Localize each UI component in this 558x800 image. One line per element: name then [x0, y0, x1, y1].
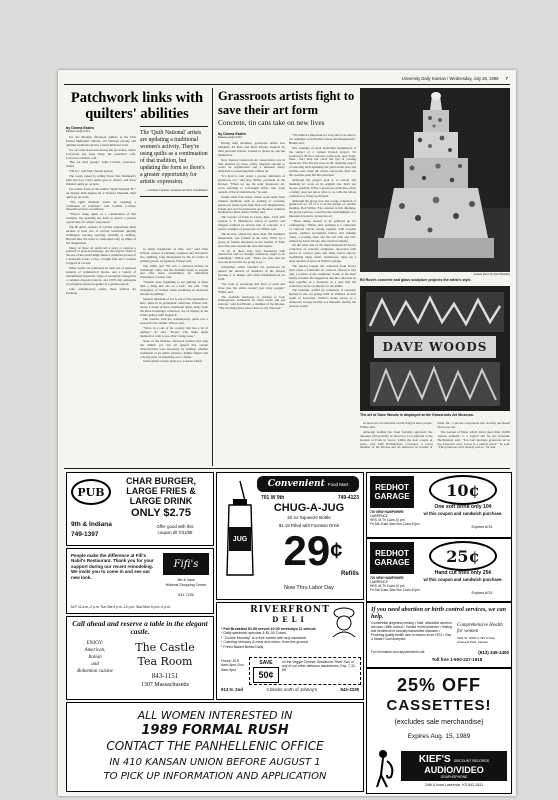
- fifis-location: 8th & Iowa: [177, 578, 195, 582]
- convenient-address: 701 W 9th: [261, 495, 285, 501]
- article-paragraph: "We think it's important for everyone to be able to see examples of individual vision and imagination," Blumb said.: [289, 134, 356, 145]
- riverfront-footer: [221, 687, 359, 692]
- riverfront-coupon: [249, 657, 361, 685]
- article-paragraph: "They're using quilts as a continuation of that tradition, but updating the form so there's a greater opportunity for artistic expression.": [66, 212, 136, 225]
- grassroots-byline: by Donna Eades: [218, 132, 246, 136]
- article-paragraph: The 80 quilts, winners of a juried competition, must include at least two of several traditional quilting techniques: piecing, layering, stitching or stuffing. Beyond that, the artist is constrained only by limits of her imagination.: [66, 225, 136, 245]
- ad-redhot-garage-fries: [366, 538, 512, 602]
- article-paragraph: None of the Monday afternoon quilters had seen the exhibit yet, but all agreed that certain characteristics were necessary for quilting, whether traditional or art quilts: patience, nimble fingers and a strong back for hunching over a frame.: [140, 338, 208, 359]
- article-paragraph: The rosary raised by selling Texas Star, Drunkard's Path and Log Cabin quilts goes to charity, and these finished quilts go on beds.: [66, 174, 136, 186]
- pub-line2: LARGE FRIES &: [126, 486, 196, 496]
- ad-formal-rush: [66, 702, 364, 792]
- castle-name1: The Castle: [135, 641, 195, 654]
- castle-name2: Tea Room: [137, 655, 193, 668]
- pub-phone: 749-1397: [71, 531, 99, 538]
- article-paragraph: Other works are traditional in their use of repeated patterns of symmetrical blocks, and a variety of untraditional materials: strips of newsprint arranged in a complex diagonal pattern, and 2,976 tiny pentagons of plexiglass pressed together in a garden pattern.: [66, 266, 136, 286]
- article-paragraph: The Garden of Eden, which draws more than 10,000 visitors annually, is a logical site for the museum, Hachmeister said. "You can't promote grassroots art in the Lawrence area. Lucas is a perfect place," he said. "The grassroots art it already sees is," he said.: [437, 429, 510, 450]
- article-paragraph: "Women were beginning to see quilting as more than a thing that sits on a bed," she said. "The resurgence of women artists paralleled an increased interest in quilting.": [140, 280, 208, 296]
- article-paragraph: Now Kansas Grassroots Art Association was in turn inspired by these artists. Inspired enough to create an organization and a museum solely dedicated to preserving their offbeat art.: [218, 157, 285, 174]
- convenient-price-cent: ¢: [330, 538, 343, 563]
- article-paragraph: The museum, staffed by volunteers, is currently housed in the old garage built in Vinland, located south of Lawrence. Wilber's home serves as a temporary storage facility as a museum. Ideally, the artwork would: [289, 288, 356, 309]
- redhot2-expires: Expires 8/31: [471, 591, 493, 595]
- grassroots-headline: Grassroots artists fight to save their art form: [218, 89, 355, 117]
- ad-riverfront-deli: [216, 602, 364, 700]
- riverfront-save-cents: 50¢: [253, 667, 279, 683]
- article-paragraph: The contrast with the contemporary quilts was a reason for the exhibit, Wilson said.: [140, 317, 208, 326]
- sign-text: DAVE WOODS: [382, 340, 488, 354]
- riverfront-item: * "Cookie Monday" is a free cookie with any sandwich: [221, 635, 307, 640]
- castle-headline: Call ahead and reserve a table in the elegant castle.: [72, 619, 208, 637]
- riverfront-blocks: 4 blocks north of Johnny's: [266, 687, 318, 692]
- article-paragraph: "The Quilt National artists are updating a continuum of tradition," said Cynthia Carlson, museum services coordinator.: [66, 199, 136, 212]
- castle-cuisine-2: and: [91, 662, 99, 667]
- riverfront-name: RIVERFRONT: [250, 605, 330, 615]
- riverfront-items: [221, 627, 325, 649]
- article-paragraph: "We're in a part of the country that has a lot of quilters," he said. "People who make quilts themselves want to see what's being done.": [140, 326, 208, 339]
- ad-castle-tea-room: [66, 616, 214, 700]
- redhot1-info: [370, 511, 430, 527]
- grassroots-body-2: [289, 134, 356, 309]
- patchwork-body: [66, 136, 136, 295]
- riverfront-address: 913 N. 2nd: [221, 687, 243, 692]
- redhot1-offer: One soft drink only 10¢: [434, 504, 492, 510]
- riverfront-save-text: on the Veggie Cheese, Bordalona, River Sub, or any of our other delicious sandwiches. Exp. 7-31-89: [282, 660, 357, 672]
- patchwork-column-1: [66, 136, 136, 464]
- fifis-text: People make the difference at Fifi's Nabil's Restaurant. Thank you for your support during our recent remodeling. We invite you to come in and see our new look.: [71, 553, 154, 580]
- redhot2-brand2: GARAGE: [374, 558, 410, 567]
- header-text: University Daily Kansan / Wednesday, July 26, 1989: [401, 76, 499, 81]
- health-phone: (913) 345-1400: [478, 650, 509, 655]
- article-paragraph: "It's hard to nail down a precise definition of grassroots art," said Roy Miller, president of the KGAA. "When we use the term 'grassroots' art, we're referring to self-taught artists who work outside of the art mainstream," he said.: [218, 174, 285, 194]
- patchwork-body-2: [140, 248, 208, 364]
- redhot1-expires: Expires 8/31: [471, 525, 493, 529]
- kiefs-line2: CASSETTES!: [386, 697, 492, 714]
- kiefs-brand-sub: DISCOUNT RECORDS: [453, 758, 490, 763]
- article-paragraph: be moved to location that would bring in more people, Wilber said.: [360, 422, 433, 429]
- redhot2-offer: Hand cut fries only 25¢: [434, 570, 492, 576]
- rush-line4: IN 410 KANSAN UNION BEFORE AUGUST 1: [109, 757, 321, 768]
- kiefs-line1: 25% OFF: [396, 675, 482, 695]
- article-paragraph: Although the group now has a large collection of grassroots art, all of it is in the garage of another member, Bob Wilber. The solution to this dilemma, the group believes, would be the establishment of a museum devoted to grassroots art.: [289, 198, 356, 219]
- pub-address: 9th & Indiana: [71, 521, 112, 528]
- rush-line2: 1989 FORMAL RUSH: [141, 723, 289, 738]
- article-paragraph: Many of these art quilts tell a story or express a political or personal message. An apocalyptic vision at the end of the world might mean a crumpled picture of a mountain scene, a face, a bright fish and a woman wrapped in a towel.: [66, 245, 136, 266]
- ad-comprehensive-health: [366, 602, 512, 668]
- convenient-refills: Refills: [340, 571, 359, 577]
- ad-kiefs-cassettes: [366, 668, 512, 794]
- caption-dave-woods: The art of Dave Woods is displayed at the Grassroots Art Museum.: [360, 413, 474, 417]
- riverfront-item: * Daily sandwich specials & $1.00 Cokes: [221, 631, 286, 636]
- patchwork-byline: by Donna Eades: [66, 126, 94, 130]
- rush-line3: CONTACT THE PANHELLENIC OFFICE: [106, 739, 324, 753]
- redhot2-brand1: REDHOT: [375, 549, 409, 558]
- fifis-logo: Fifi's: [163, 553, 209, 575]
- redhot2-addr2: LAWRENCE: [370, 579, 388, 584]
- jug-cup-label: JUG: [232, 535, 248, 543]
- riverfront-name2: DELI: [272, 615, 308, 624]
- kiefs-line3: (excludes sale merchandise): [394, 719, 484, 726]
- convenient-name: Convenient: [267, 479, 325, 489]
- rush-line5: TO PICK UP INFORMATION AND APPLICATION: [103, 771, 327, 782]
- health-tollfree: Toll free 1-800-227-1918: [431, 657, 483, 662]
- pub-logo: PUB: [71, 479, 111, 505]
- redhot2-info: [370, 577, 430, 593]
- redhot1-hours2: Fri-Sat 11am-3am Sun 11am-10pm: [370, 521, 420, 526]
- grassroots-column-2: [289, 134, 356, 428]
- redhot1-brand2: GARAGE: [374, 492, 410, 501]
- redhot2-brand: [370, 542, 414, 574]
- chef-icon: [327, 607, 361, 637]
- article-paragraph: The Garden of Eden in Lucas, Kan., Civil War veteran S. P. Dinsmoor's vision of politics and religion sculpted in several tons of concrete, is a perfect example of grassroots art, Wilber said.: [218, 215, 285, 232]
- grassroots-byline-role: Kansan staff writer: [218, 135, 242, 139]
- article-paragraph: Unlike other folk artists, whose work stems from cultural traditions such as quilting or weaving, grassroots artists work from their own imaginations. Found and recycled materials are the most common medium for these artists, Wilber said.: [218, 194, 285, 215]
- castle-cuisine-0: American,: [84, 648, 106, 653]
- redhot2-address: 720 NEW HAMPSHIRE: [370, 576, 404, 580]
- fifis-location2: Hillcrest Shopping Center: [165, 583, 207, 587]
- ad-convenient-food-mart: [216, 472, 364, 600]
- convenient-phone: 749-4123: [337, 495, 359, 501]
- pub-line1: CHAR BURGER,: [125, 476, 196, 486]
- patchwork-byline-block: [66, 126, 136, 134]
- pub-line3: LARGE DRINK: [129, 496, 193, 506]
- riverfront-item: * Catering services & meal and menu, from the ground: [221, 640, 308, 645]
- grassroots-byline-block: [218, 132, 284, 140]
- redhot1-offer2: w/ this coupon and sandwich purchase.: [423, 511, 503, 516]
- patchwork-column-2: [140, 248, 208, 464]
- caption-ed-root: Ed Root's concrete and glass sculpture projects the artist's style.: [360, 278, 472, 282]
- convenient-headline: CHUG-A-JUG: [273, 502, 345, 514]
- sculpture-illustration: [360, 88, 510, 272]
- redhot1-address: 720 NEW HAMPSHIRE: [370, 510, 404, 514]
- health-name: Comprehensive Health for women: [457, 623, 503, 634]
- article-paragraph: For the Monday afternoon quilters at the First United Methodist Church, old Vermont piecing and quilting traditions survive a small Midwest town.: [66, 136, 136, 147]
- riverfront-item: * Fresh Baked Bread Daily: [221, 644, 264, 649]
- column-divider: [212, 88, 213, 466]
- article-paragraph: The roadside landscape is starting to look homogenous, dominated by chain stores and gas stations," said Jon Blumb, a member of the KGAA. "The last thing these places have is any character.": [218, 294, 285, 311]
- ads-rule: [64, 468, 510, 469]
- patchwork-headline: Patchwork links with quilters' abilities: [70, 90, 204, 122]
- kiefs-brand2: AUDIO/VIDEO: [424, 764, 484, 775]
- ad-redhot-garage-drink: [366, 472, 512, 538]
- health-headline: If you need abortion or birth control services, we can help.: [371, 606, 507, 620]
- pub-price: ONLY $2.75: [131, 507, 191, 519]
- article-paragraph: "A lot of these sites were threatened with destruction and we thought somebody ought to do something," Wilber said. "There are sites that are lost and places that are going to go.": [218, 248, 285, 265]
- article-paragraph: The KGAA, which has more than 150 members nationwide, was formed in the early 1970s by a group of friends interested in the Garden of Eden and other sites around the state and region.: [218, 231, 285, 248]
- redhot2-hours2: Fri-Sat 11am-3am Sun 11am-10pm: [370, 587, 420, 592]
- castle-address: 1307 Massachusetts: [140, 682, 190, 688]
- article-paragraph: "But we don't gossip," Edna Carlson, Lawrence, added.: [66, 160, 136, 169]
- header-rule: [64, 84, 510, 85]
- grassroots-column-1: [218, 142, 285, 428]
- photo-dave-woods-sign: [360, 286, 510, 411]
- article-paragraph: The 1960s and '70s saw a renewed interest in traditional crafts, and the medium began to expand and offer more possibilities for individual expression, Carlson said.: [140, 263, 208, 280]
- article-paragraph: Although nothing has been formally approved, the museum will probably be moved to a lot adjacent to the Garden of Eden in Lucas, within the next couple of years, said John Hachmeister, Lawrence, a board member of the KGAA and art instructor in Garden of Eden, Inc., a private corporation that recently purchased the Lucas site.: [360, 422, 510, 450]
- health-address: 4401 W. 109th (I-435 & Roe) Overland Park, Kansas: [457, 636, 496, 644]
- grassroots-column-3: [289, 430, 356, 466]
- article-paragraph: Some artistic beauty helps too, Carlson added.: [143, 359, 203, 364]
- redhot2-price: 25¢: [429, 541, 497, 571]
- redhot2-offer2: w/ this coupon and sandwich purchase.: [423, 577, 503, 582]
- convenient-price-value: 29: [283, 527, 331, 574]
- article-paragraph: One example of such individual imagination is the subject of a current KGAA project. Ed Galloway's 90-foot concrete totem pole, near Foyil, Okla., can't help but catch the eye of passing motorists. The KGAA took on the daunting project of restoring and repainting the giant totem pole and smaller ones when the artist's son-in-law died and the roadside park fell into disrepair.: [289, 145, 356, 178]
- grassroots-column-bottom: [360, 422, 510, 466]
- article-paragraph: Like contemporary artists, these quilters are breaking: [66, 286, 136, 295]
- newspaper-page: [58, 70, 516, 796]
- riverfront-hours: Hours: M-S 6am-9pm Sun. 9am-9pm: [221, 659, 245, 672]
- rush-line1: ALL WOMEN INTERESTED IN: [137, 709, 293, 722]
- riverfront-save: SAVE: [259, 660, 273, 666]
- article-paragraph: The KGAA bought the collection from Root's heirs when a California art collector offered to buy only a portion of the sculptures. Some of the Root family includes the suggestion that the collection be kept together in a museum, in a spot that the collection can be on display for the public.: [289, 264, 356, 288]
- pub-offer: Offer good with this: [156, 524, 194, 529]
- ad-pub: [66, 472, 214, 546]
- article-paragraph: so many boundaries as they can," said Julie Wilson, curator of painting, sculpture and decorative arts. Quilting, long disregarded by the art world, is gaining greater recognition, Wilson said.: [140, 248, 208, 263]
- kiefs-brand: KIEF'S: [418, 753, 451, 765]
- kiefs-address: 24th & Iowa Lawrence, KS 842-1811: [424, 783, 484, 787]
- ad-fifis: [66, 548, 214, 614]
- redhot1-price: 10¢: [429, 475, 497, 505]
- article-paragraph: On the other side of the small museum Ed Root's collection of concrete sculptures, decorated with pieces of colored glass and other found objects, resembling many exotic tombstones, takes up a large amount of space in Wilber's garage.: [289, 243, 356, 264]
- castle-cuisine-3: Bohemian cuisine: [77, 669, 113, 674]
- pub-offer2: coupon till 7/31/89: [157, 530, 193, 535]
- article-paragraph: During their lifetimes, grassroots artists Jess Marshall, Ed Root and Dave Woods, inspired by their personal visions, worked to please no one but themselves.: [218, 142, 285, 157]
- grassroots-body-3: [360, 422, 510, 451]
- article-paragraph: For textile artists of the exhibit "Quilt National '87," on display until August 20 at Spencer Museum, their quilts go on walls.: [66, 186, 136, 199]
- convenient-sub: 32 oz Squeeze Bottle: [287, 515, 331, 520]
- riverfront-phone: 843-3338: [340, 687, 359, 692]
- patchwork-pullquote: [140, 126, 208, 193]
- castle-cuisine-1: Italian: [88, 655, 102, 660]
- photo-credit: Kansan photo by Steve Hundley: [473, 273, 510, 276]
- health-items: Confidential pregnancy testing • Safe, affordable abortion services • Birth control • Trained in first trimester • Testing and treatment for sexually transmitted diseases • Providing quality health care to women since 1974 • Visa & Master Card accepted: [371, 621, 452, 641]
- redhot1-brand1: REDHOT: [375, 483, 409, 492]
- castle-phone: 843-1151: [151, 672, 179, 680]
- castle-enjoy: ENJOY:: [86, 641, 104, 646]
- article-paragraph: "We want to encourage this kind of work and show that the artists weren't just crazy people," Wilber said.: [218, 281, 285, 294]
- health-info: For information and appointments call: [371, 650, 425, 654]
- redhot2-hours: HRS. M-Th 11am-10 pm: [370, 583, 405, 588]
- convenient-name2: Food Mart: [327, 481, 349, 487]
- convenient-logo: [257, 476, 359, 492]
- article-paragraph: "Oh no," said Mary Sutton agreed.: [69, 169, 114, 174]
- article-paragraph: Although the group's goal is to restore and maintain art work on its original site, that's not always possible. When a grassroots artist dies, often a family does not know what to do with the whole collection or it may be divided.: [289, 177, 356, 198]
- article-paragraph: Spencer Museum of Art is one of five museums to have quilts in its permanent collection, Wilson said. About a dozen of these traditional quilts, many from the Rose Kretsinger collection, are on display in the White gallery until August 8.: [140, 296, 208, 317]
- grassroots-subhead: Concrete, tin cans take on new lives: [218, 118, 325, 127]
- grassroots-body: [218, 142, 285, 311]
- saxophone-player-icon: [373, 749, 399, 789]
- article-paragraph: For all come down and discuss the procedure, where everybody has been lately, the preacher's wife, Lawrence resident, said.: [66, 147, 136, 160]
- convenient-fill: $1.19 Filled with Fountain Drink: [278, 523, 340, 528]
- kiefs-expires: Expires Aug. 15, 1989: [407, 733, 471, 740]
- photo-ed-root-sculpture: [360, 88, 510, 272]
- page-number: 7: [505, 76, 508, 81]
- pullquote-text: The 'Quilt National' artists are updating a traditional women's activity. They're using quilts as a continuation of that tradition, but updating the form so there's a greater opportunity for artistic expression.: [140, 130, 208, 185]
- redhot1-brand: [370, 476, 414, 508]
- riverfront-item: * Fall Breakfast $1.89 served 10:30 weekdays 11 w/ends: [221, 627, 316, 631]
- kiefs-logo: [401, 751, 507, 781]
- fifis-hours: M-F 11 a.m.-2 p.m. Tue-Sat 5 p.m.-10 p.m. Sun-Mon 5 p.m.-9 p.m.: [71, 605, 171, 609]
- convenient-until: Now Thru Labor Day: [284, 585, 334, 591]
- patchwork-byline-role: Kansan staff writer: [66, 129, 90, 133]
- article-paragraph: "These things needed to be gathered up for safekeeping," Wilber said, pointing to a collection of concrete blocks strung together with wooden spools, painted rectangular bottles and walking canes, a rocking chair and the tall cane and bell, painted by Dave Woods, that stands in Oakley.: [289, 219, 356, 243]
- page-header: [402, 76, 508, 81]
- redhot1-addr2: LAWRENCE: [370, 513, 388, 518]
- article-paragraph: Sometimes called 'outsider' art, grassroots art piqued the interest of members of the KGAA because it is unique and often misunderstood art form.: [218, 265, 285, 281]
- pullquote-credit: — Carissa Carlson, museum services coordinator: [144, 188, 208, 192]
- kiefs-brand3: GRAPHOPHONE: [440, 774, 468, 779]
- fifis-phone: 841-7226: [178, 593, 194, 597]
- redhot1-hours: HRS. M-Th 11am-10 pm: [370, 517, 405, 522]
